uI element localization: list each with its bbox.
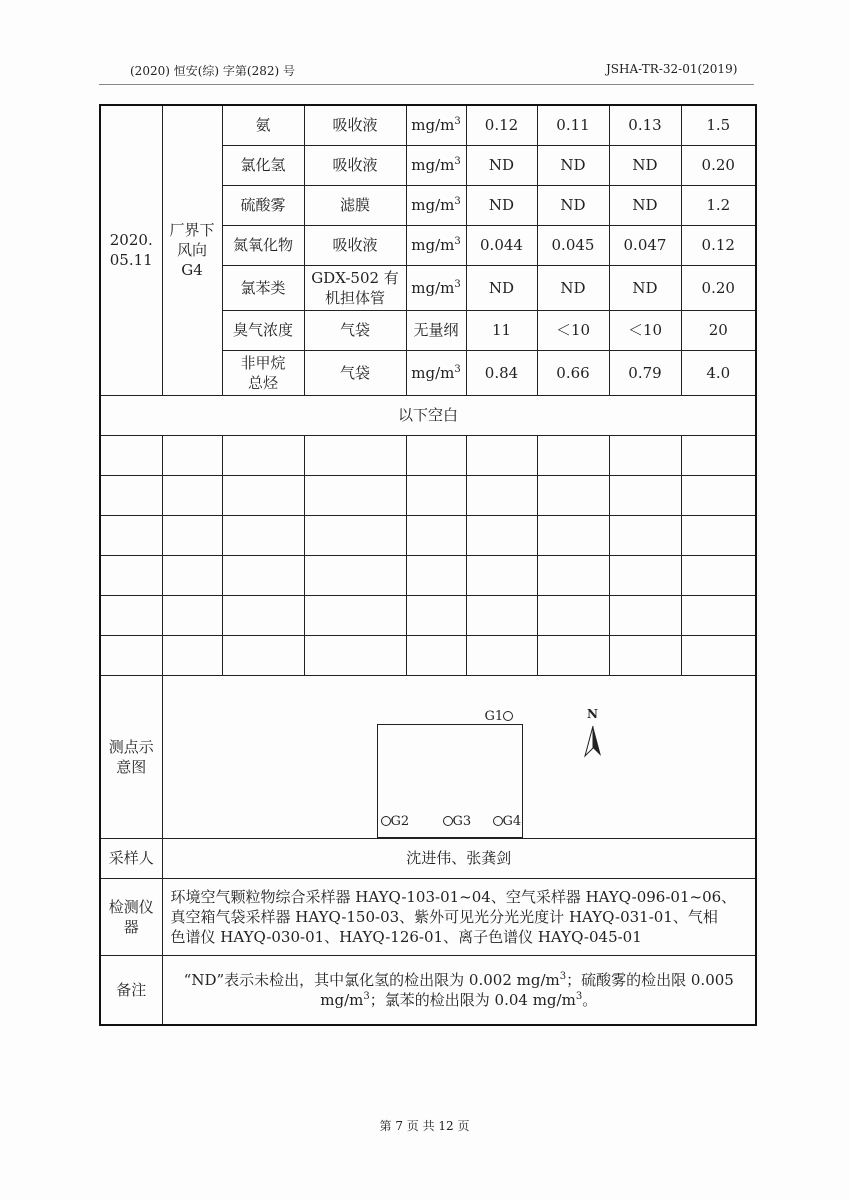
sampler-label: 采样人 xyxy=(100,838,162,878)
sampling-date-cell xyxy=(100,105,162,395)
site-diagram xyxy=(163,676,657,838)
north-arrow xyxy=(583,704,603,764)
instrument-line: 色谱仪 HAYQ-030-01、HAYQ-126-01、离子色谱仪 HAYQ-045-01 xyxy=(170,927,642,946)
sampler-row xyxy=(100,838,756,878)
date-part1: 2020. xyxy=(109,231,153,250)
value-cell: ND xyxy=(537,265,609,310)
north-label: N xyxy=(587,706,598,721)
limit-cell: 0.12 xyxy=(681,225,756,265)
remark-label: 备注 xyxy=(100,955,162,1025)
medium-cell: 气袋 xyxy=(304,310,406,350)
limit-cell: 1.5 xyxy=(681,105,756,145)
item-cell: 硫酸雾 xyxy=(222,185,304,225)
point-marker-icon xyxy=(503,711,513,721)
site-line2: 风向 xyxy=(176,241,207,260)
site-line1: 厂界下 xyxy=(169,221,215,240)
point-marker-icon xyxy=(443,816,453,826)
value-cell: ND xyxy=(466,265,537,310)
remark-row xyxy=(100,955,756,1025)
item-cell: 氯苯类 xyxy=(222,265,304,310)
item-cell: 非甲烷 总烃 xyxy=(222,350,304,395)
unit-cell: $mg/m^3$ xyxy=(406,350,466,395)
item-cell: 氯化氢 xyxy=(222,145,304,185)
instrument-list xyxy=(162,878,756,955)
value-cell: ND xyxy=(466,145,537,185)
value-cell: ＜10 xyxy=(609,310,681,350)
document-number: (2020) 恒安(综) 字第(282) 号 xyxy=(130,64,295,78)
limit-cell: 1.2 xyxy=(681,185,756,225)
table-row xyxy=(100,395,756,435)
diagram-row xyxy=(100,675,756,838)
date-part2: 05.11 xyxy=(109,251,153,270)
sampling-site-cell xyxy=(162,105,222,395)
instrument-line: 真空箱气袋采样器 HAYQ-150-03、紫外可见光分光光度计 HAYQ-031-01、气相 xyxy=(170,907,718,926)
value-cell: 11 xyxy=(466,310,537,350)
value-cell: 0.044 xyxy=(466,225,537,265)
value-cell: 0.84 xyxy=(466,350,537,395)
medium-cell: 吸收液 xyxy=(304,105,406,145)
empty-row xyxy=(100,435,756,475)
limit-cell: 0.20 xyxy=(681,265,756,310)
value-cell: 0.045 xyxy=(537,225,609,265)
value-cell: ND xyxy=(466,185,537,225)
empty-row xyxy=(100,475,756,515)
medium-cell: 吸收液 xyxy=(304,225,406,265)
header-rule xyxy=(99,84,754,85)
diagram-label: 测点示 意图 xyxy=(100,675,162,838)
item-cell: 臭气浓度 xyxy=(222,310,304,350)
value-cell: ND xyxy=(537,185,609,225)
item-cell: 氨 xyxy=(222,105,304,145)
point-g1: G1 xyxy=(485,707,514,727)
form-code: JSHA-TR-32-01(2019) xyxy=(606,62,738,76)
limit-cell: 20 xyxy=(681,310,756,350)
test-results-table xyxy=(99,104,757,1026)
point-g2: G2 xyxy=(381,812,410,832)
limit-cell: 4.0 xyxy=(681,350,756,395)
medium-cell: GDX-502 有 机担体管 xyxy=(304,265,406,310)
value-cell: ＜10 xyxy=(537,310,609,350)
value-cell: 0.047 xyxy=(609,225,681,265)
value-cell: ND xyxy=(609,145,681,185)
site-diagram-cell xyxy=(162,675,756,838)
medium-cell: 滤膜 xyxy=(304,185,406,225)
page-number: 第 7 页 共 12 页 xyxy=(379,1119,470,1133)
unit-cell: $mg/m^3$ xyxy=(406,145,466,185)
unit-cell: $mg/m^3$ xyxy=(406,105,466,145)
item-cell: 氮氧化物 xyxy=(222,225,304,265)
value-cell: 0.11 xyxy=(537,105,609,145)
value-cell: 0.79 xyxy=(609,350,681,395)
empty-row xyxy=(100,515,756,555)
unit-cell: $mg/m^3$ xyxy=(406,185,466,225)
north-arrow-icon xyxy=(583,724,603,758)
point-marker-icon xyxy=(493,816,503,826)
empty-row xyxy=(100,595,756,635)
value-cell: ND xyxy=(609,265,681,310)
unit-cell: $mg/m^3$ xyxy=(406,265,466,310)
point-marker-icon xyxy=(381,816,391,826)
medium-cell: 吸收液 xyxy=(304,145,406,185)
limit-cell: 0.20 xyxy=(681,145,756,185)
blank-notice: 以下空白 xyxy=(100,395,756,435)
value-cell: ND xyxy=(609,185,681,225)
site-line3: G4 xyxy=(181,261,203,280)
unit-cell: 无量纲 xyxy=(406,310,466,350)
point-g3: G3 xyxy=(443,812,472,832)
table-row xyxy=(100,105,756,145)
remark-text: “ND”表示未检出，其中氯化氢的检出限为 0.002 $mg/m^3$；硫酸雾的检出限 0.005 $mg/m^3$；氯苯的检出限为 0.04 $mg/m^3$。 xyxy=(162,955,756,1025)
unit-cell: $mg/m^3$ xyxy=(406,225,466,265)
value-cell: 0.12 xyxy=(466,105,537,145)
empty-row xyxy=(100,555,756,595)
empty-row xyxy=(100,635,756,675)
medium-cell: 气袋 xyxy=(304,350,406,395)
instrument-row xyxy=(100,878,756,955)
instrument-line: 环境空气颗粒物综合采样器 HAYQ-103-01~04、空气采样器 HAYQ-096-01~06、 xyxy=(170,887,737,906)
point-g4: G4 xyxy=(493,812,522,832)
value-cell: 0.13 xyxy=(609,105,681,145)
sampler-value: 沈进伟、张龚剑 xyxy=(162,838,756,878)
value-cell: 0.66 xyxy=(537,350,609,395)
value-cell: ND xyxy=(537,145,609,185)
instrument-label: 检测仪 器 xyxy=(100,878,162,955)
